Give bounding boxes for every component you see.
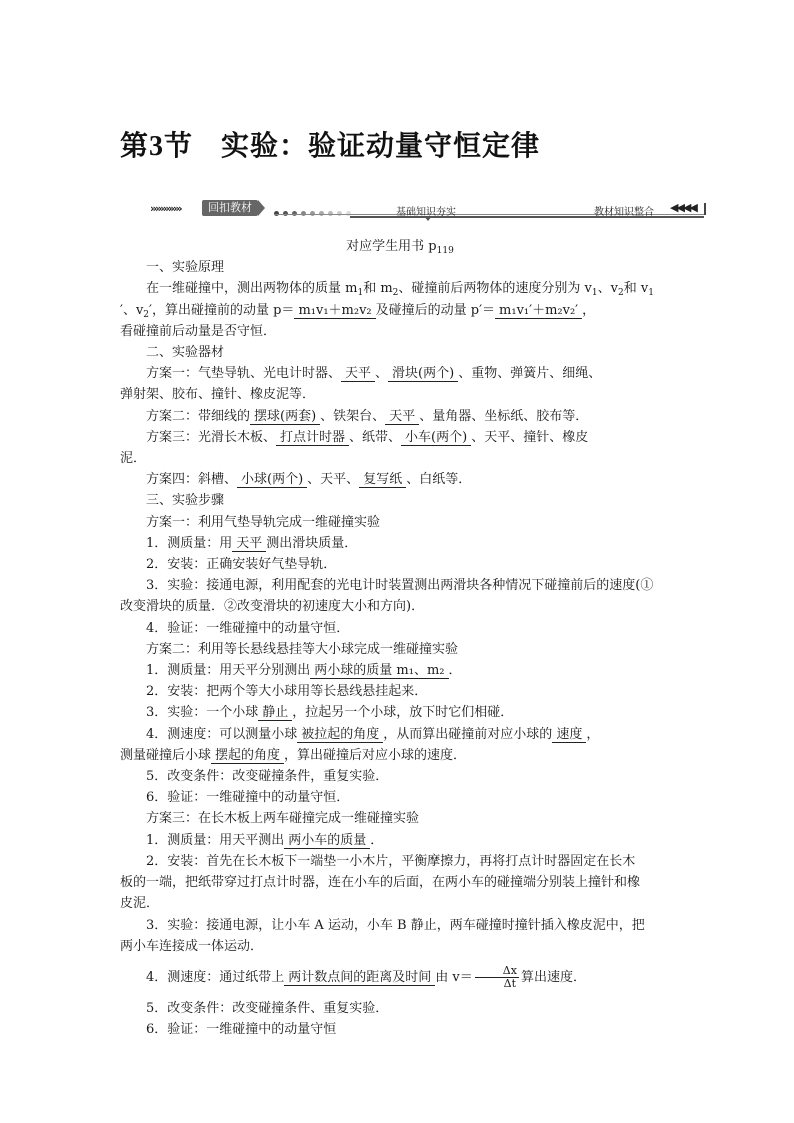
answer-blank: 摆起的角度 <box>211 748 284 764</box>
banner-center-label: 基础知识夯实 <box>396 207 456 218</box>
step-item: 6．验证：一维碰撞中的动量守恒 <box>146 1022 337 1038</box>
banner-right-label: 教材知识整合 <box>594 207 654 218</box>
step-item: 1．测质量：用 天平 测出滑块质量． <box>146 535 358 551</box>
title-suffix: 节 <box>164 129 194 162</box>
step-item-cont: 板的一端，把纸带穿过打点计时器，连在小车的后面，在两小车的碰撞端分别装上撞针和橡 <box>120 875 641 891</box>
reference-line: 对应学生用书 $p_{119}$ <box>346 239 454 256</box>
title-prefix: 第 <box>120 129 150 162</box>
answer-blank: 天平 <box>341 366 375 382</box>
answer-blank: 复写纸 <box>359 472 406 488</box>
title-number: 3 <box>149 131 165 162</box>
double-arrow-left-icon: ◀◀◀◀ <box>670 201 696 214</box>
answer-blank: 静止 <box>258 705 292 721</box>
page-title <box>120 124 540 164</box>
answer-blank: 摆球(两套) <box>250 409 320 425</box>
answer-blank: 被拉起的角度 <box>297 727 383 743</box>
equipment-plan-4: 方案四：斜槽、 小球(两个) 、天平、 复写纸 、白纸等． <box>146 472 472 488</box>
equipment-plan-1: 方案一：气垫导轨、光电计时器、 天平 、 滑块(两个) 、重物、弹簧片、细绳、 <box>146 366 602 382</box>
answer-blank: 天平 <box>385 409 419 425</box>
step-item: 2．安装：首先在长木板下一端垫一小木片，平衡摩擦力，再将打点计时器固定在长木 <box>146 853 636 869</box>
velocity-fraction: $\frac{\Delta x}{\Delta t}$ <box>475 965 519 990</box>
banner-end-bar <box>704 203 706 215</box>
dots-decoration <box>274 203 355 213</box>
step-item-cont: 改变滑块的质量．②改变滑块的初速度大小和方向)． <box>120 599 425 615</box>
triangle-down-icon <box>424 216 432 221</box>
step-item: 4．测速度：可以测量小球 被拉起的角度 ，从而算出碰撞前对应小球的 速度 ， <box>146 726 600 742</box>
answer-blank: 两计数点间的距离及时间 <box>284 970 435 986</box>
principle-paragraph-cont: ′、$v_2'$，算出碰撞前的动量 p＝ m₁v₁＋m₂v₂ 及碰撞后的动量 p′＝ m₁v₁′＋m₂v₂′ ， <box>120 302 596 320</box>
answer-blank: 两小车的质量 <box>284 833 370 849</box>
equipment-plan-1-cont: 弹射架、胶布、撞针、橡皮泥等． <box>120 387 316 403</box>
section-heading: 一、实验原理 <box>146 260 225 276</box>
answer-blank: 两小球的质量 m₁、m₂ <box>310 663 448 679</box>
document-body <box>120 236 680 1040</box>
step-item-cont: 皮泥． <box>120 896 160 912</box>
principle-paragraph: 在一维碰撞中，测出两物体的质量 $m_1$和 $m_2$、碰撞前后两物体的速度分别为 $v_1$、$v_2$和 $v_1$ <box>146 281 654 299</box>
equipment-plan-3: 方案三：光滑长木板、 打点计时器 、纸带、 小车(两个) 、天平、撞针、橡皮 <box>146 429 589 445</box>
plan-heading: 方案三：在长木板上两车碰撞完成一维碰撞实验 <box>146 811 420 827</box>
plan-heading: 方案一：利用气垫导轨完成一维碰撞实验 <box>146 514 381 530</box>
step-item: 3．实验：接通电源，利用配套的光电计时装置测出两滑块各种情况下碰撞前后的速度(① <box>146 578 654 594</box>
step-item: 6．验证：一维碰撞中的动量守恒． <box>146 790 350 806</box>
step-item: 3．实验：一个小球 静止 ，拉起另一个小球，放下时它们相碰． <box>146 705 514 721</box>
step-item: 4．测速度：通过纸带上 两计数点间的距离及时间 由 v＝ $\frac{\Delta x}{\Delta t}$ 算出速度． <box>146 963 586 990</box>
step-item-cont: 测量碰撞后小球 摆起的角度 ，算出碰撞后对应小球的速度． <box>120 747 467 763</box>
step-item: 2．安装：把两个等大小球用等长悬线悬挂起来． <box>146 684 428 700</box>
double-arrow-right-icon: »»»»»» <box>150 202 181 215</box>
step-item: 4．验证：一维碰撞中的动量守恒． <box>146 620 350 636</box>
answer-blank: 小车(两个) <box>401 430 471 446</box>
answer-blank: 天平 <box>232 536 266 552</box>
answer-blank: 滑块(两个) <box>388 366 458 382</box>
step-item: 1．测质量：用天平测出 两小车的质量 ． <box>146 832 384 848</box>
section-heading: 二、实验器材 <box>146 345 225 361</box>
step-item: 5．改变条件：改变碰撞条件，重复实验． <box>146 769 389 785</box>
step-item: 1．测质量：用天平分别测出 两小球的质量 m₁、m₂ ． <box>146 663 462 679</box>
section-banner <box>150 200 710 222</box>
title-text: 实验：验证动量守恒定律 <box>221 129 541 162</box>
section-heading: 三、实验步骤 <box>146 493 225 509</box>
step-item: 3．实验：接通电源，让小车 A 运动，小车 B 静止，两车碰撞时撞针插入橡皮泥中，把 <box>146 917 645 933</box>
answer-blank: 打点计时器 <box>276 430 349 446</box>
answer-blank: 小球(两个) <box>237 472 307 488</box>
equipment-plan-3-cont: 泥． <box>120 451 147 467</box>
answer-blank: m₁v₁＋m₂v₂ <box>294 303 375 319</box>
step-item: 2．安装：正确安装好气垫导轨． <box>146 557 337 573</box>
equipment-plan-2: 方案二：带细线的 摆球(两套) 、铁架台、 天平 、量角器、坐标纸、胶布等． <box>146 408 589 424</box>
step-item-cont: 两小车连接成一体运动． <box>120 938 264 954</box>
banner-tag: 回扣教材 <box>202 200 258 216</box>
plan-heading: 方案二：利用等长悬线悬挂等大小球完成一维碰撞实验 <box>146 641 459 657</box>
step-item: 5．改变条件：改变碰撞条件、重复实验． <box>146 1000 389 1016</box>
answer-blank: m₁v₁′＋m₂v₂′ <box>495 303 582 319</box>
principle-paragraph-end: 看碰撞前后动量是否守恒． <box>120 323 277 339</box>
answer-blank: 速度 <box>552 727 586 743</box>
